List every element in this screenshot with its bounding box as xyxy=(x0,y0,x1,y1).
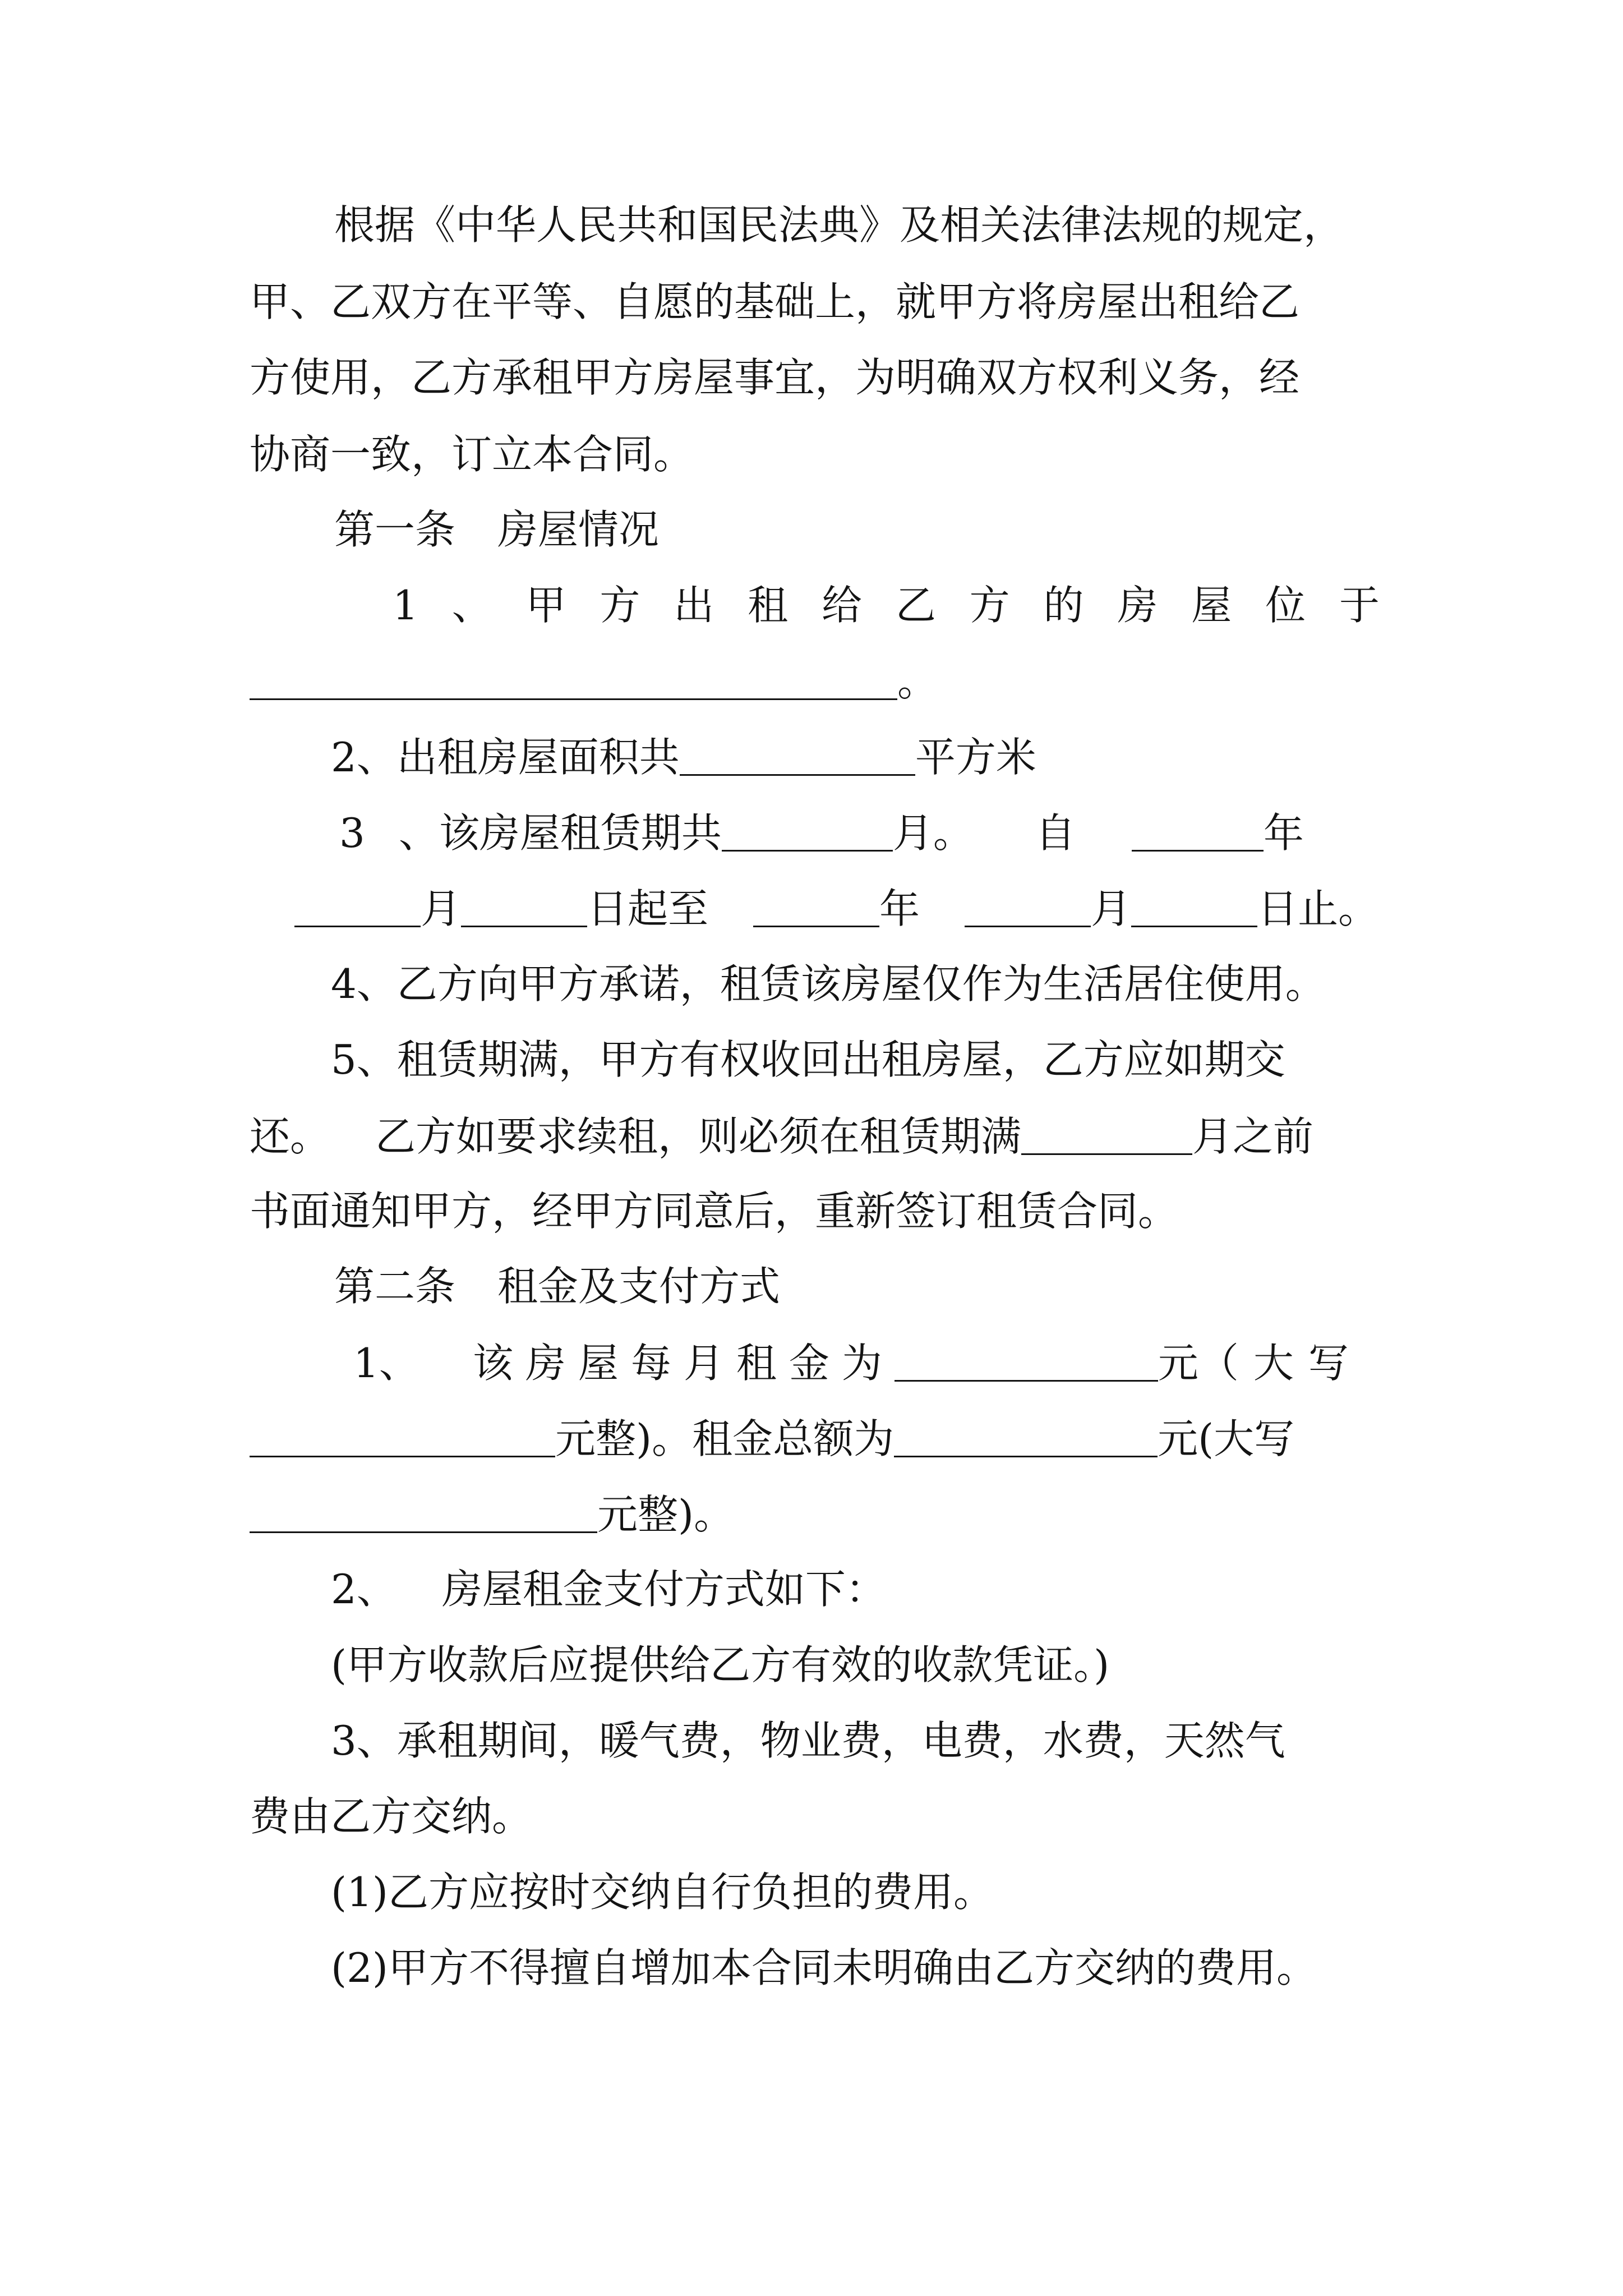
item-4-use xyxy=(331,958,1464,1010)
fees-text: 费由乙方交纳。 xyxy=(250,1793,533,1840)
location-label-char: 甲 xyxy=(525,582,566,629)
location-label-char: 于 xyxy=(1339,582,1380,629)
start-month-unit: 月 xyxy=(421,885,462,932)
location-label-char: 乙 xyxy=(895,582,936,629)
item-1-location xyxy=(393,579,1380,631)
intro-text: 根据《中华人民共和国民法典》及相关法律法规的规定， xyxy=(334,201,1344,249)
end-day-unit: 日止。 xyxy=(1257,885,1379,932)
location-label-char: 的 xyxy=(1043,582,1084,629)
item-5-line-3 xyxy=(250,1185,1382,1237)
intro-line-4 xyxy=(250,429,1382,480)
rent-text: 元整)。 xyxy=(597,1491,735,1538)
location-label-char: 房 xyxy=(1117,582,1158,629)
rent-unit: 元 xyxy=(1158,1340,1198,1387)
fees-sub-text: (2)甲方不得擅自增加本合同未明确由乙方交纳的费用。 xyxy=(331,1944,1317,1991)
monthly-rent-blank[interactable] xyxy=(895,1341,1158,1382)
location-label-char: 租 xyxy=(748,582,789,629)
end-month-unit: 月 xyxy=(1091,885,1132,932)
rent-line-2 xyxy=(250,1412,1388,1465)
payment-note-text: (甲方收款后应提供给乙方有效的收款凭证。) xyxy=(331,1641,1110,1688)
article-number: 第一条 xyxy=(334,506,456,553)
intro-line-2 xyxy=(250,276,1382,328)
article-2-heading xyxy=(334,1260,1175,1312)
article-number: 第二条 xyxy=(334,1263,456,1310)
payment-text: 房屋租金支付方式如下： xyxy=(441,1566,886,1613)
rent-text: 元(大写 xyxy=(1158,1415,1295,1462)
term-from-label: 自 xyxy=(1035,809,1076,857)
start-year-blank[interactable] xyxy=(1132,811,1264,852)
item-5-line-1 xyxy=(331,1034,1464,1085)
item-3-term-line-2 xyxy=(294,882,1388,935)
term-months-blank[interactable] xyxy=(722,811,893,852)
intro-text: 协商一致，订立本合同。 xyxy=(250,431,694,478)
term-label: 、该房屋租赁期共 xyxy=(398,809,722,857)
intro-line-1 xyxy=(334,199,1389,251)
end-month-blank[interactable] xyxy=(965,886,1091,927)
rent-item-number: 1、 xyxy=(353,1340,419,1387)
start-day-blank[interactable] xyxy=(461,886,587,927)
item-5-text: 5、租赁期满，甲方有权收回出租房屋，乙方应如期交 xyxy=(331,1036,1285,1083)
total-rent-blank[interactable] xyxy=(894,1416,1158,1457)
fees-sub-2 xyxy=(331,1942,1464,1994)
location-label-char: 屋 xyxy=(1191,582,1232,629)
intro-line-3 xyxy=(250,352,1382,403)
area-unit: 平方米 xyxy=(915,734,1036,781)
location-label-char: 方 xyxy=(969,582,1010,629)
start-month-blank[interactable] xyxy=(294,886,421,927)
item-5-text: 乙方如要求续租，则必须在租赁期满 xyxy=(375,1113,1022,1160)
area-label: 2、出租房屋面积共 xyxy=(331,734,680,781)
rent-line-3 xyxy=(250,1488,1382,1540)
rent-label: 该房屋每月租金为 xyxy=(472,1340,895,1387)
item-5-text: 月之前 xyxy=(1192,1113,1314,1160)
end-year-blank[interactable] xyxy=(753,886,879,927)
item-3-term-line-1 xyxy=(339,806,1382,859)
location-label-char: 给 xyxy=(821,582,862,629)
location-blank[interactable] xyxy=(250,659,897,700)
item-5-text: 书面通知甲方，经甲方同意后，重新签订租赁合同。 xyxy=(250,1188,1179,1235)
payment-method xyxy=(331,1563,1464,1615)
item-5-line-2 xyxy=(250,1110,1382,1162)
fees-sub-1 xyxy=(331,1866,1464,1918)
fees-text: 3、承租期间，暖气费，物业费，电费，水费，天然气 xyxy=(331,1717,1285,1764)
fees-sub-text: (1)乙方应按时交纳自行负担的费用。 xyxy=(331,1869,994,1916)
start-day-unit: 日起至 xyxy=(587,885,709,932)
renewal-notice-blank[interactable] xyxy=(1021,1114,1192,1155)
item-2-area xyxy=(331,730,1464,783)
article-title: 房屋情况 xyxy=(497,506,660,553)
area-blank[interactable] xyxy=(680,735,915,776)
location-label-char: 位 xyxy=(1265,582,1306,629)
payment-item-number: 2、 xyxy=(331,1566,397,1613)
item-3-number: 3 xyxy=(339,809,365,857)
end-day-blank[interactable] xyxy=(1131,886,1257,927)
rent-text: 元整)。租金总额为 xyxy=(555,1415,895,1462)
term-months-unit: 月。 xyxy=(892,809,974,857)
location-label-char: 方 xyxy=(600,582,640,629)
intro-text: 甲、乙双方在平等、自愿的基础上，就甲方将房屋出租给乙 xyxy=(250,278,1300,325)
rent-line-1 xyxy=(353,1336,1385,1389)
fees-line-2 xyxy=(250,1791,1382,1842)
location-tail: 。 xyxy=(897,658,938,705)
article-title: 租金及支付方式 xyxy=(497,1263,781,1310)
item-1-location-blank-row xyxy=(250,655,1382,707)
fees-line-1 xyxy=(331,1715,1464,1766)
item-5-text: 还。 xyxy=(250,1113,331,1160)
location-label-char: 、 xyxy=(451,582,492,629)
total-rent-daxie-blank[interactable] xyxy=(250,1492,597,1533)
monthly-rent-daxie-blank[interactable] xyxy=(250,1416,555,1457)
rent-daxie-label: （大写 xyxy=(1198,1340,1363,1387)
end-year-unit: 年 xyxy=(879,885,920,932)
payment-note xyxy=(331,1639,1464,1691)
article-1-heading xyxy=(334,504,1175,555)
intro-text: 方使用，乙方承租甲方房屋事宜，为明确双方权利义务，经 xyxy=(250,354,1300,401)
item-4-text: 4、乙方向甲方承诺，租赁该房屋仅作为生活居住使用。 xyxy=(331,960,1326,1007)
location-label-char: 出 xyxy=(674,582,714,629)
location-label-char: 1 xyxy=(393,582,418,629)
start-year-unit: 年 xyxy=(1263,809,1304,857)
